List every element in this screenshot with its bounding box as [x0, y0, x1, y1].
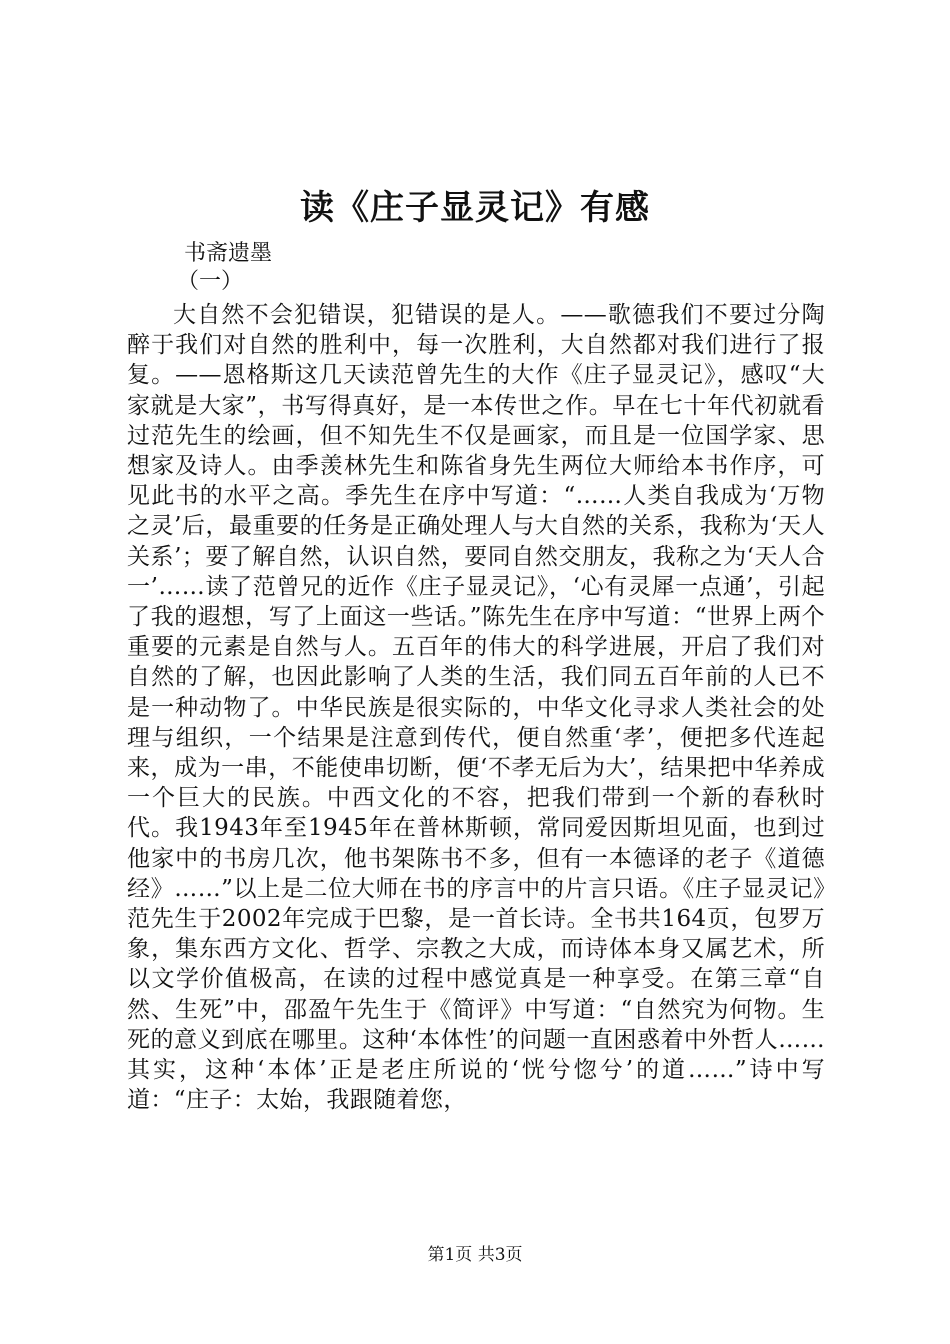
page-footer: 第1页 共3页	[427, 1245, 523, 1265]
author-name: 书斋遗墨	[184, 241, 273, 266]
body-paragraph: 大自然不会犯错误，犯错误的是人。——歌德我们不要过分陶醉于我们对自然的胜利中，每一次胜利，大自然都对我们进行了报复。——恩格斯这几天读范曾先生的大作《庄子显灵记》，感叹“大家就是大家”，书写得真好，是一本传世之作。早在七十年代初就看过范先生的绘画，但不知先生不仅是画家，而且是一位国学家、思想家及诗人。由季羡林先生和陈省身先生两位大师给本书作序，可见此书的水平之高。季先生在序中写道：“……人类自我成为‘万物之灵’后，最重要的任务是正确处理人与大自然的关系，我称为‘天人关系’；要了解自然，认识自然，要同自然交朋友，我称之为‘天人合一’……读了范曾兄的近作《庄子显灵记》，‘心有灵犀一点通’，引起了我的遐想，写了上面这一些话。”陈先生在序中写道：“世界上两个重要的元素是自然与人。五百年的伟大的科学进展，开启了我们对自然的了解，也因此影响了人类的生活，我们同五百年前的人已不是一种动物了。中华民族是很实际的，中华文化寻求人类社会的处理与组织，一个结果是注意到传代，便自然重‘孝’，便把多代连起来，成为一串，不能使串切断，便‘不孝无后为大’，结果把中华养成一个巨大的民族。中西文化的不容，把我们带到一个新的春秋时代。我1943年至1945年在普林斯顿，常同爱因斯坦见面，也到过他家中的书房几次，他书架陈书不多，但有一本德译的老子《道德经》……”以上是二位大师在书的序言中的片言只语。《庄子显灵记》范先生于2002年完成于巴黎，是一首长诗。全书共164页，包罗万象，集东西方文化、哲学、宗教之大成，而诗体本身又属艺术，所以文学价值极高，在读的过程中感觉真是一种享受。在第三章“自然、生死”中，邵盈午先生于《简评》中写道：“自然究为何物。生死的意义到底在哪里。这种‘本体性’的问题一直困惑着中外哲人……其实，这种‘本体’正是老庄所说的‘恍兮惚兮’的道……”诗中写道：“庄子：太始，我跟随着您，	[127, 302, 825, 1114]
section-number: （一）	[177, 269, 244, 294]
document-title: 读《庄子显灵记》有感	[300, 188, 650, 228]
